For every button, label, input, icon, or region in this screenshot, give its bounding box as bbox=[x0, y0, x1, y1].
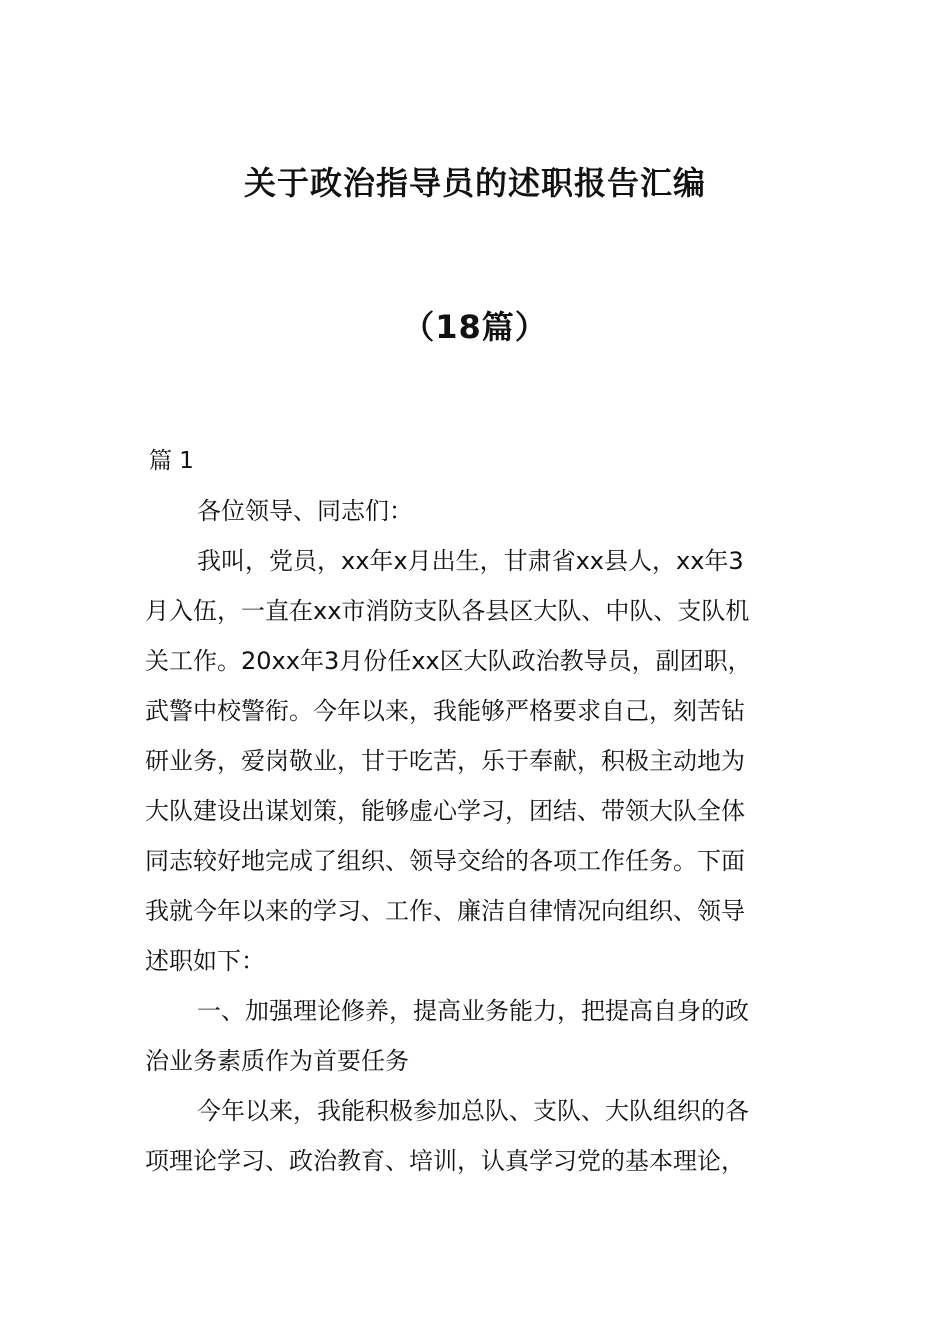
paragraph-line: 今年以来，我能积极参加总队、支队、大队组织的各 bbox=[197, 1097, 749, 1125]
paragraph-line: 同志较好地完成了组织、领导交给的各项工作任务。下面 bbox=[145, 847, 745, 875]
paragraph-line: 述职如下： bbox=[145, 947, 265, 975]
paragraph-heading-one bbox=[145, 986, 810, 1086]
paragraph-greeting bbox=[145, 486, 810, 536]
paragraph-line: 关工作。20xx年3月份任xx区大队政治教导员，副团职， bbox=[145, 647, 752, 675]
paragraph-line: 我叫，党员，xx年x月出生，甘肃省xx县人，xx年3 bbox=[197, 547, 744, 575]
paragraph-line: 研业务，爱岗敬业，甘于吃苦，乐于奉献，积极主动地为 bbox=[145, 747, 745, 775]
paragraph-intro bbox=[145, 536, 810, 986]
paragraph-line: 各位领导、同志们： bbox=[197, 497, 413, 525]
document-subtitle: （18篇） bbox=[402, 308, 548, 346]
paragraph-line: 大队建设出谋划策，能够虚心学习，团结、带领大队全体 bbox=[145, 797, 745, 825]
paragraph-line: 我就今年以来的学习、工作、廉洁自律情况向组织、领导 bbox=[145, 897, 745, 925]
section-label: 篇 1 bbox=[149, 448, 194, 474]
paragraph-line: 治业务素质作为首要任务 bbox=[145, 1047, 409, 1075]
paragraph-line: 武警中校警衔。今年以来，我能够严格要求自己，刻苦钻 bbox=[145, 697, 745, 725]
paragraph-study bbox=[145, 1086, 810, 1186]
document-title: 关于政治指导员的述职报告汇编 bbox=[243, 164, 706, 202]
paragraph-line: 项理论学习、政治教育、培训，认真学习党的基本理论， bbox=[145, 1147, 745, 1175]
document-body bbox=[145, 441, 810, 1186]
paragraph-line: 月入伍，一直在xx市消防支队各县区大队、中队、支队机 bbox=[145, 597, 750, 625]
paragraph-line: 一、加强理论修养，提高业务能力，把提高自身的政 bbox=[197, 997, 749, 1025]
